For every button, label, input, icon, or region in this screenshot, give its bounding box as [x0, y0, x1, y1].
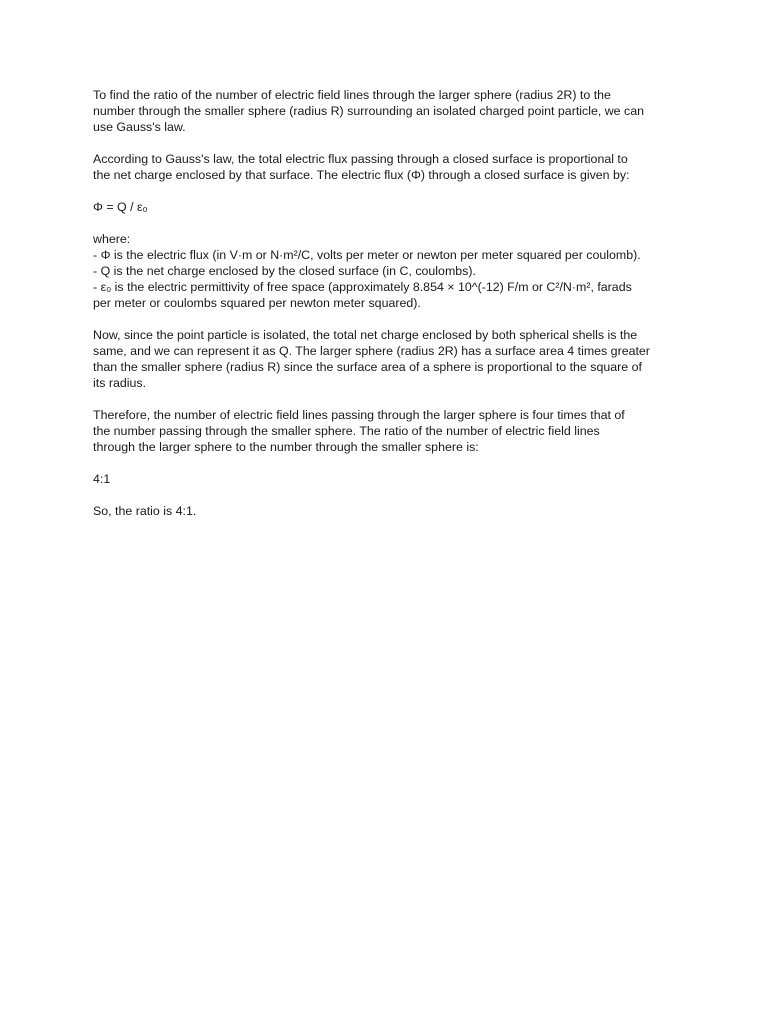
text-line: than the smaller sphere (radius R) since the surface area of a sphere is proportional to the square of — [93, 360, 642, 374]
text-line: So, the ratio is 4:1. — [93, 504, 197, 518]
text-line: its radius. — [93, 376, 147, 390]
ratio-line: 4:1 — [93, 472, 111, 486]
paragraph-conclusion — [93, 407, 683, 455]
text-line: through the larger sphere to the number through the smaller sphere is: — [93, 440, 479, 454]
paragraph-gauss-law — [93, 151, 683, 183]
paragraph-intro — [93, 87, 683, 135]
text-line: number through the smaller sphere (radius R) surrounding an isolated charged point particle, we can — [93, 104, 644, 118]
paragraph-definitions — [93, 231, 683, 311]
text-line: - Q is the net charge enclosed by the closed surface (in C, coulombs). — [93, 264, 476, 278]
text-line: use Gauss's law. — [93, 120, 186, 134]
formula-line: Φ = Q / ε₀ — [93, 200, 148, 214]
text-line: Now, since the point particle is isolated, the total net charge enclosed by both spherical shells is the — [93, 328, 638, 342]
text-line: To find the ratio of the number of electric field lines through the larger sphere (radius 2R) to the — [93, 88, 611, 102]
document-body — [93, 87, 683, 535]
text-line: where: — [93, 232, 131, 246]
text-line: the net charge enclosed by that surface. The electric flux (Φ) through a closed surface is given by: — [93, 168, 630, 182]
text-line: same, and we can represent it as Q. The larger sphere (radius 2R) has a surface area 4 times greater — [93, 344, 650, 358]
text-line: the number passing through the smaller sphere. The ratio of the number of electric field lines — [93, 424, 600, 438]
paragraph-final — [93, 503, 683, 519]
paragraph-formula — [93, 199, 683, 215]
text-line: - ε₀ is the electric permittivity of free space (approximately 8.854 × 10^(-12) F/m or C²/N·m², farads — [93, 280, 632, 294]
text-line: per meter or coulombs squared per newton meter squared). — [93, 296, 421, 310]
paragraph-spheres — [93, 327, 683, 391]
text-line: Therefore, the number of electric field lines passing through the larger sphere is four times that of — [93, 408, 625, 422]
text-line: - Φ is the electric flux (in V·m or N·m²/C, volts per meter or newton per meter squared per coulomb). — [93, 248, 641, 262]
text-line: According to Gauss's law, the total electric flux passing through a closed surface is proportional to — [93, 152, 628, 166]
paragraph-ratio — [93, 471, 683, 487]
